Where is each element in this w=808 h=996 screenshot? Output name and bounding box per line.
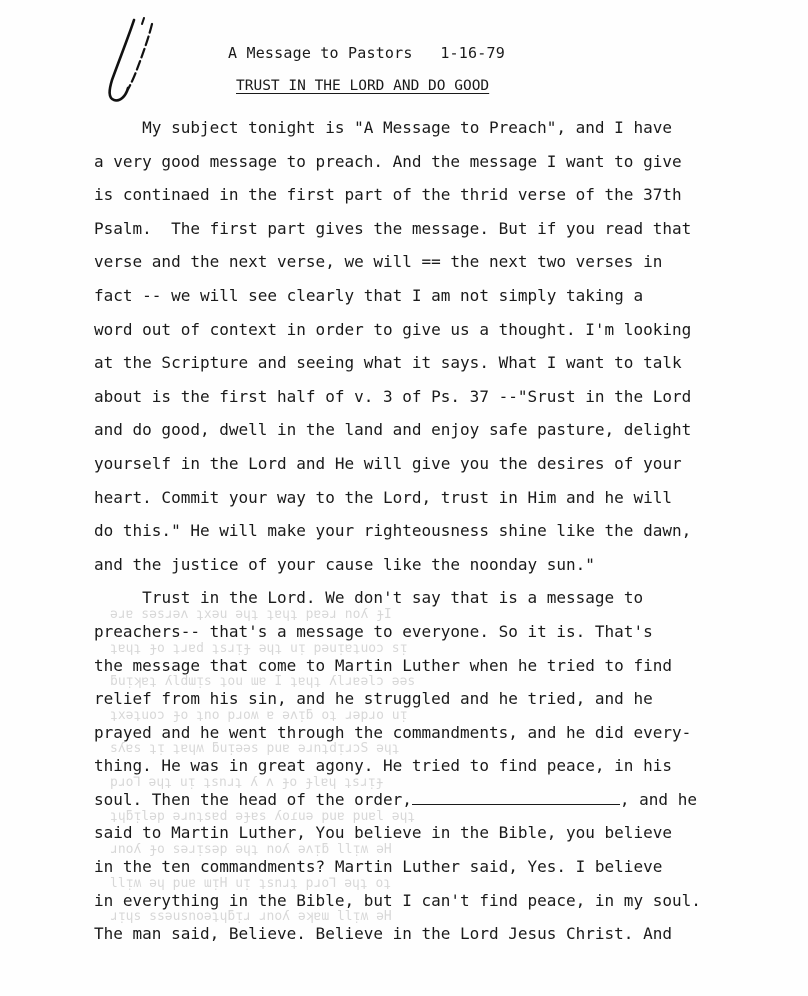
paragraph-2 [94, 581, 794, 951]
text-line: heart. Commit your way to the Lord, trust in Him and he will [94, 487, 672, 507]
text-line: fact -- we will see clearly that I am not simply taking a [94, 285, 644, 305]
show-through-text: ǝɹɐ sǝsɹǝʌ ʇxǝu ǝɥʇ ʇɐɥʇ pɐǝɹ noʎ ɟI ʇɐɥʇ ɟo ʇɹɐd ʇsɹᴉɟ ǝɥʇ uᴉ pǝuᴉɐʇuoɔ sᴉ ƃuᴉʞɐʇ ʎldɯᴉs ʇou ɯɐ I ʇɐɥʇ ʎlɹɐǝlɔ ǝǝs ʇxǝʇuoɔ ɟo ʇno pɹoʍ ɐ ǝʌᴉƃ oʇ ɹǝpɹo uᴉ sʎɐs ʇᴉ ʇɐɥʍ ƃuᴉǝǝs puɐ ǝɹnʇdᴉɹɔS ǝɥʇ pɹoꞀ ǝɥʇ uᴉ ʇsnɹʇ ʎ ʌ ɟo ɟlɐɥ ʇsɹᴉɟ ʇɥƃᴉlǝp ǝɹnʇsɐd ǝɟɐs ʎoɾuǝ puɐ puɐl ǝɥʇ ɹnoʎ ɟo sǝɹᴉsǝp ǝɥʇ noʎ ǝʌᴉƃ llᴉʍ ǝH llᴉʍ ǝɥ puɐ ɯᴉH uᴉ ʇsnɹʇ pɹoꞀ ǝɥʇ oʇ ɹᴉɥs ssǝusnoǝʇɥƃᴉɹ ɹnoʎ ǝʞɐɯ llᴉʍ ǝH [110, 607, 416, 925]
text-line: verse and the next verse, we will == the next two verses in [94, 252, 663, 272]
text-line: said to Martin Luther, You believe in the Bible, you believe [94, 823, 672, 843]
text-line: thing. He was in great agony. He tried to find peace, in his [94, 756, 672, 776]
handwritten-mark [98, 14, 168, 106]
text-line: in the ten commandments? Martin Luther said, Yes. I believe [94, 857, 663, 877]
text-line: prayed and he went through the commandments, and he did every- [94, 722, 692, 742]
text-line: preachers-- that's a message to everyone. So it is. That's [94, 621, 653, 641]
text-line: is continaed in the first part of the thrid verse of the 37th [94, 185, 682, 205]
text-line: relief from his sin, and he struggled and he tried, and he [94, 689, 653, 709]
text-line: Psalm. The first part gives the message. But if you read that [94, 218, 692, 238]
text-line: about is the first half of v. 3 of Ps. 37 --"Srust in the Lord [94, 386, 692, 406]
text-line: My subject tonight is "A Message to Preach", and I have [142, 118, 672, 137]
text-line: word out of context in order to give us a thought. I'm looking [94, 319, 692, 339]
header-date: 1-16-79 [440, 44, 505, 62]
text-line: in everything in the Bible, but I can't find peace, in my soul. [94, 890, 701, 910]
paragraph-1 [94, 111, 794, 581]
text-line: and the justice of your cause like the noonday sun." [94, 554, 595, 574]
text-line: the message that come to Martin Luther when he tried to find [94, 655, 672, 675]
document-body [94, 111, 794, 951]
header-heading: A Message to Pastors [228, 44, 413, 62]
text-line: and do good, dwell in the land and enjoy safe pasture, delight [94, 420, 692, 440]
text-line: at the Scripture and seeing what it says. What I want to talk [94, 353, 682, 373]
text-line: Trust in the Lord. We don't say that is a message to [142, 588, 644, 608]
text-line-with-blank: soul. Then the head of the order, , and he [94, 789, 697, 809]
fill-in-blank [412, 790, 620, 805]
document-title: TRUST IN THE LORD AND DO GOOD [236, 78, 490, 94]
text-line: The man said, Believe. Believe in the Lord Jesus Christ. And [94, 924, 672, 944]
text-line: yourself in the Lord and He will give you the desires of your [94, 453, 682, 473]
text-line: a very good message to preach. And the message I want to give [94, 151, 682, 171]
document-header [228, 44, 505, 62]
text-line: do this." He will make your righteousness shine like the dawn, [94, 521, 692, 541]
